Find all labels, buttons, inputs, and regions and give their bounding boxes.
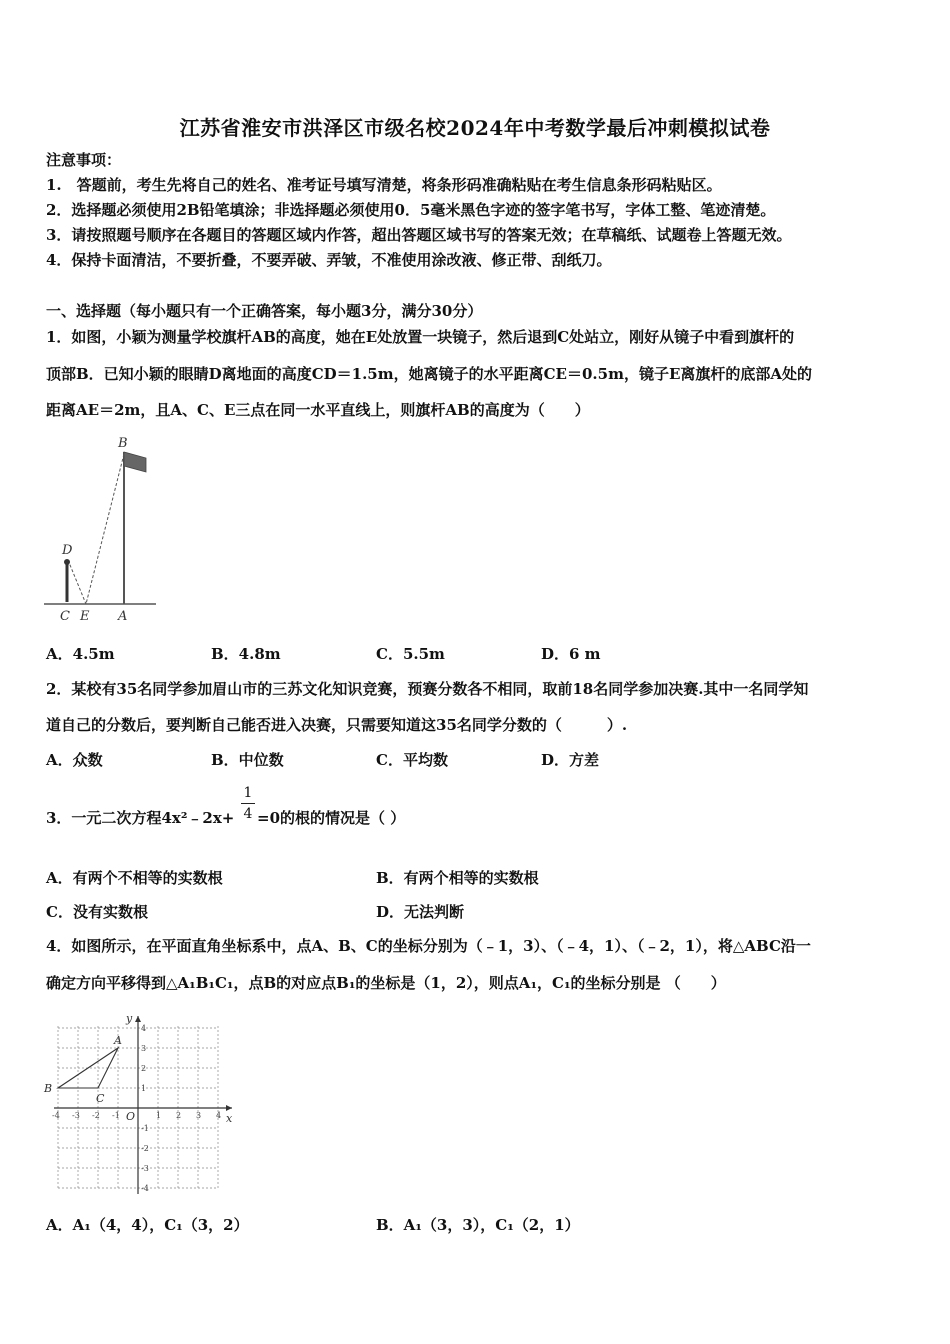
q1-text: 距离AE＝2m，且A、C、E三点在同一水平直线上，则旗杆AB的高度为（ ） <box>46 401 590 419</box>
y-tick: 3 <box>141 1044 147 1053</box>
q3-option-c[interactable]: C．没有实数根 <box>46 903 148 921</box>
sightline-be <box>86 454 124 604</box>
notice-item: 3．请按照题号顺序在各题目的答题区域内作答，超出答题区域书写的答案无效；在草稿纸、试题卷上答题无效。 <box>46 226 792 244</box>
y-tick: -4 <box>141 1184 149 1193</box>
x-axis-arrow <box>226 1105 232 1111</box>
label-a: A <box>118 609 128 624</box>
q4-option-b[interactable]: B．A₁（3，3），C₁（2，1） <box>376 1216 580 1234</box>
y-tick: -1 <box>141 1124 149 1133</box>
q2-option-a[interactable]: A．众数 <box>46 751 103 769</box>
x-tick: 2 <box>176 1111 182 1120</box>
y-tick: 2 <box>141 1064 147 1073</box>
q1-figure <box>40 432 160 624</box>
flag <box>124 452 146 472</box>
x-tick-labels <box>52 1111 221 1120</box>
label-d: D <box>62 543 73 558</box>
y-axis-arrow <box>135 1016 141 1022</box>
label-e: E <box>80 609 90 624</box>
q3-suffix: =0的根的情况是（ ） <box>257 809 406 827</box>
q2-option-c[interactable]: C．平均数 <box>376 751 448 769</box>
q4-text: 确定方向平移得到△A₁B₁C₁，点B的对应点B₁的坐标是（1，2），则点A₁，C₁的坐标分别是 （ ） <box>46 974 726 992</box>
q3-option-b[interactable]: B．有两个相等的实数根 <box>376 869 539 887</box>
q1-text: 顶部B．已知小颖的眼睛D离地面的高度CD＝1.5m，她离镜子的水平距离CE＝0.5m，镜子E离旗杆的底部A处的 <box>46 365 813 383</box>
x-tick: -4 <box>52 1111 60 1120</box>
fraction-numerator: 1 <box>243 785 253 801</box>
x-tick: -2 <box>92 1111 100 1120</box>
y-tick: -2 <box>141 1144 149 1153</box>
label-b: B <box>118 436 128 451</box>
fraction-bar <box>241 803 255 804</box>
x-tick: -1 <box>112 1111 120 1120</box>
point-label-b: B <box>44 1082 53 1095</box>
q3-option-d[interactable]: D．无法判断 <box>376 903 465 921</box>
x-tick: 4 <box>216 1111 222 1120</box>
q2-text: 2．某校有35名同学参加眉山市的三苏文化知识竞赛，预赛分数各不相同，取前18名同学参加决赛.其中一名同学知 <box>46 680 809 698</box>
point-label-a: A <box>114 1034 122 1047</box>
q1-option-a[interactable]: A．4.5m <box>46 645 115 663</box>
page-title: 江苏省淮安市洪泽区市级名校2024年中考数学最后冲刺模拟试卷 <box>179 116 771 140</box>
q3-prefix: 3．一元二次方程4x²﹣2x+ <box>46 809 235 827</box>
fraction-denominator: 4 <box>243 806 253 822</box>
axis-label-x: x <box>226 1112 233 1125</box>
sightline-de <box>68 560 86 604</box>
point-label-c: C <box>96 1092 105 1105</box>
person-head <box>64 559 70 565</box>
q1-option-b[interactable]: B．4.8m <box>211 645 281 663</box>
q3-fraction <box>241 784 255 823</box>
q4-figure <box>40 1010 240 1198</box>
q2-option-b[interactable]: B．中位数 <box>211 751 284 769</box>
y-tick: 1 <box>141 1084 147 1093</box>
q1-option-d[interactable]: D．6 m <box>541 645 601 663</box>
x-tick: 1 <box>156 1111 162 1120</box>
q1-option-c[interactable]: C．5.5m <box>376 645 445 663</box>
notice-item: 2．选择题必须使用2B铅笔填涂；非选择题必须使用0．5毫米黑色字迹的签字笔书写，字体工整、笔迹清楚。 <box>46 201 776 219</box>
q1-text: 1．如图，小颖为测量学校旗杆AB的高度，她在E处放置一块镜子，然后退到C处站立，刚好从镜子中看到旗杆的 <box>46 328 795 346</box>
axis-label-y: y <box>126 1012 133 1025</box>
q2-text: 道自己的分数后，要判断自己能否进入决赛，只需要知道这35名同学分数的（ ）. <box>46 716 628 734</box>
x-tick: 3 <box>196 1111 202 1120</box>
x-tick: -3 <box>72 1111 80 1120</box>
notice-item: 4．保持卡面清洁，不要折叠，不要弄破、弄皱，不准使用涂改液、修正带、刮纸刀。 <box>46 251 612 269</box>
label-c: C <box>60 609 70 624</box>
origin-label: O <box>126 1110 136 1123</box>
notice-heading: 注意事项： <box>46 151 122 169</box>
q3-option-a[interactable]: A．有两个不相等的实数根 <box>46 869 223 887</box>
q4-text: 4．如图所示，在平面直角坐标系中，点A、B、C的坐标分别为（﹣1，3）、（﹣4，1）、（﹣2，1），将△ABC沿一 <box>46 937 811 955</box>
q2-option-d[interactable]: D．方差 <box>541 751 600 769</box>
y-tick: 4 <box>141 1024 147 1033</box>
notice-item: 1. 答题前，考生先将自己的姓名、准考证号填写清楚，将条形码准确粘贴在考生信息条形码粘贴区。 <box>46 176 722 194</box>
y-tick: -3 <box>141 1164 149 1173</box>
q4-option-a[interactable]: A．A₁（4，4），C₁（3，2） <box>46 1216 249 1234</box>
section-heading: 一、选择题（每小题只有一个正确答案，每小题3分，满分30分） <box>46 302 483 320</box>
